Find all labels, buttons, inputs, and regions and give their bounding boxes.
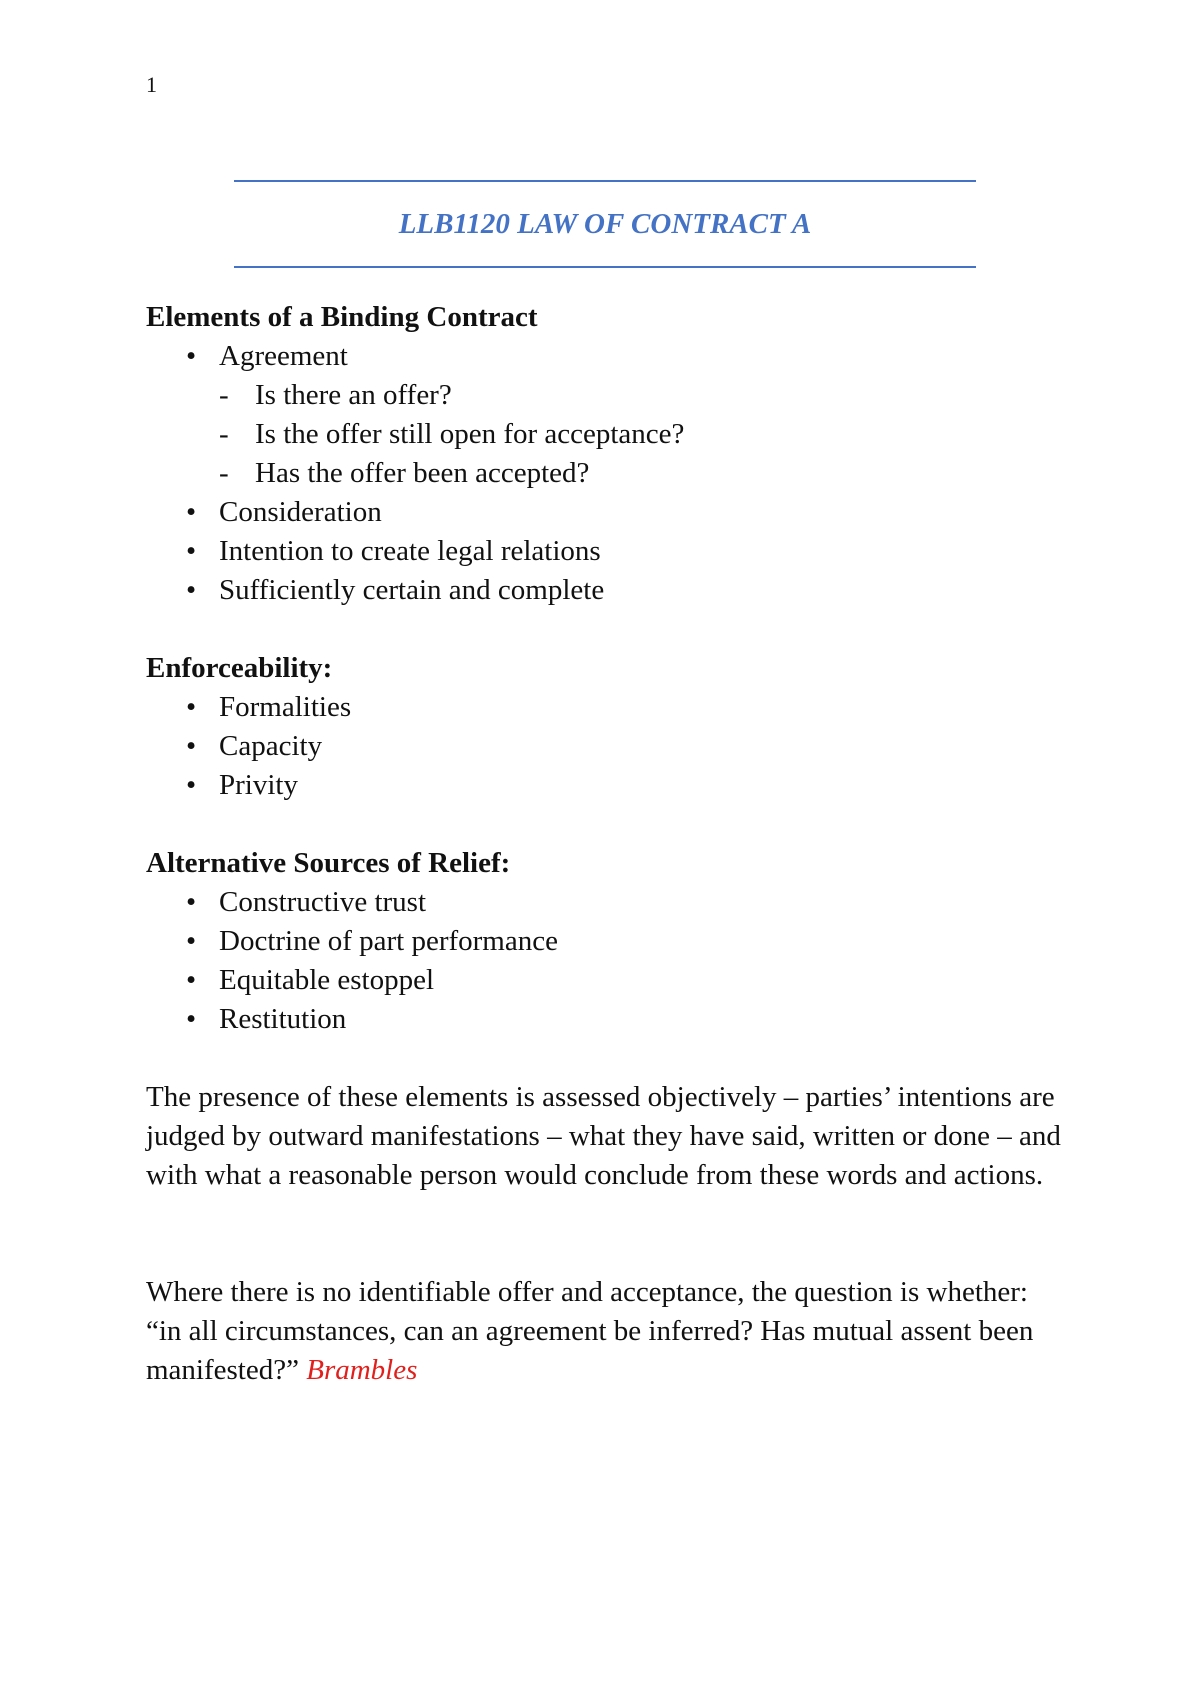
document-title: LLB1120 LAW OF CONTRACT A — [398, 208, 812, 240]
list-item: • Privity — [146, 766, 1086, 805]
document-body — [146, 298, 1086, 1390]
list-item: • Sufficiently certain and complete — [146, 571, 1086, 610]
title-bottom-rule — [234, 266, 976, 268]
objective-test-paragraph: The presence of these elements is assessed objectively – parties’ intentions are judged by outward manifestations – what they have said, written or done – and with what a reasonable person would conclude from these words and actions. — [146, 1081, 1061, 1191]
title-top-rule — [234, 180, 976, 182]
case-citation: Brambles — [306, 1354, 418, 1386]
spacer — [146, 1039, 1086, 1078]
page-number: 1 — [146, 72, 157, 97]
agreement-subitems — [219, 376, 1086, 493]
list-item: • Constructive trust — [146, 883, 1086, 922]
spacer — [146, 805, 1086, 844]
sub-list-item: - Is there an offer? — [219, 376, 1086, 415]
list-item: • Intention to create legal relations — [146, 532, 1086, 571]
list-item: • Restitution — [146, 1000, 1086, 1039]
elements-list — [146, 337, 1086, 610]
no-offer-paragraph: Where there is no identifiable offer and acceptance, the question is whether: — [146, 1276, 1028, 1308]
sub-list-item: - Has the offer been accepted? — [219, 454, 1086, 493]
list-item: • Capacity — [146, 727, 1086, 766]
list-item: • Formalities — [146, 688, 1086, 727]
list-item-label: Agreement — [219, 340, 348, 372]
section-heading-elements: Elements of a Binding Contract — [146, 301, 538, 333]
brambles-quote-paragraph — [146, 1312, 1086, 1390]
title-block — [234, 180, 976, 268]
list-item — [146, 337, 1086, 493]
alternative-relief-list — [146, 883, 1086, 1039]
brambles-quote: “in all circumstances, can an agreement be inferred? Has mutual assent been manifested?” — [146, 1315, 1034, 1386]
section-heading-alternative-relief: Alternative Sources of Relief: — [146, 847, 511, 879]
list-item: • Doctrine of part performance — [146, 922, 1086, 961]
list-item: • Equitable estoppel — [146, 961, 1086, 1000]
sub-list-item: - Is the offer still open for acceptance? — [219, 415, 1086, 454]
section-heading-enforceability: Enforceability: — [146, 652, 333, 684]
spacer — [146, 610, 1086, 649]
spacer — [146, 1195, 1086, 1273]
list-item: • Consideration — [146, 493, 1086, 532]
enforceability-list — [146, 688, 1086, 805]
